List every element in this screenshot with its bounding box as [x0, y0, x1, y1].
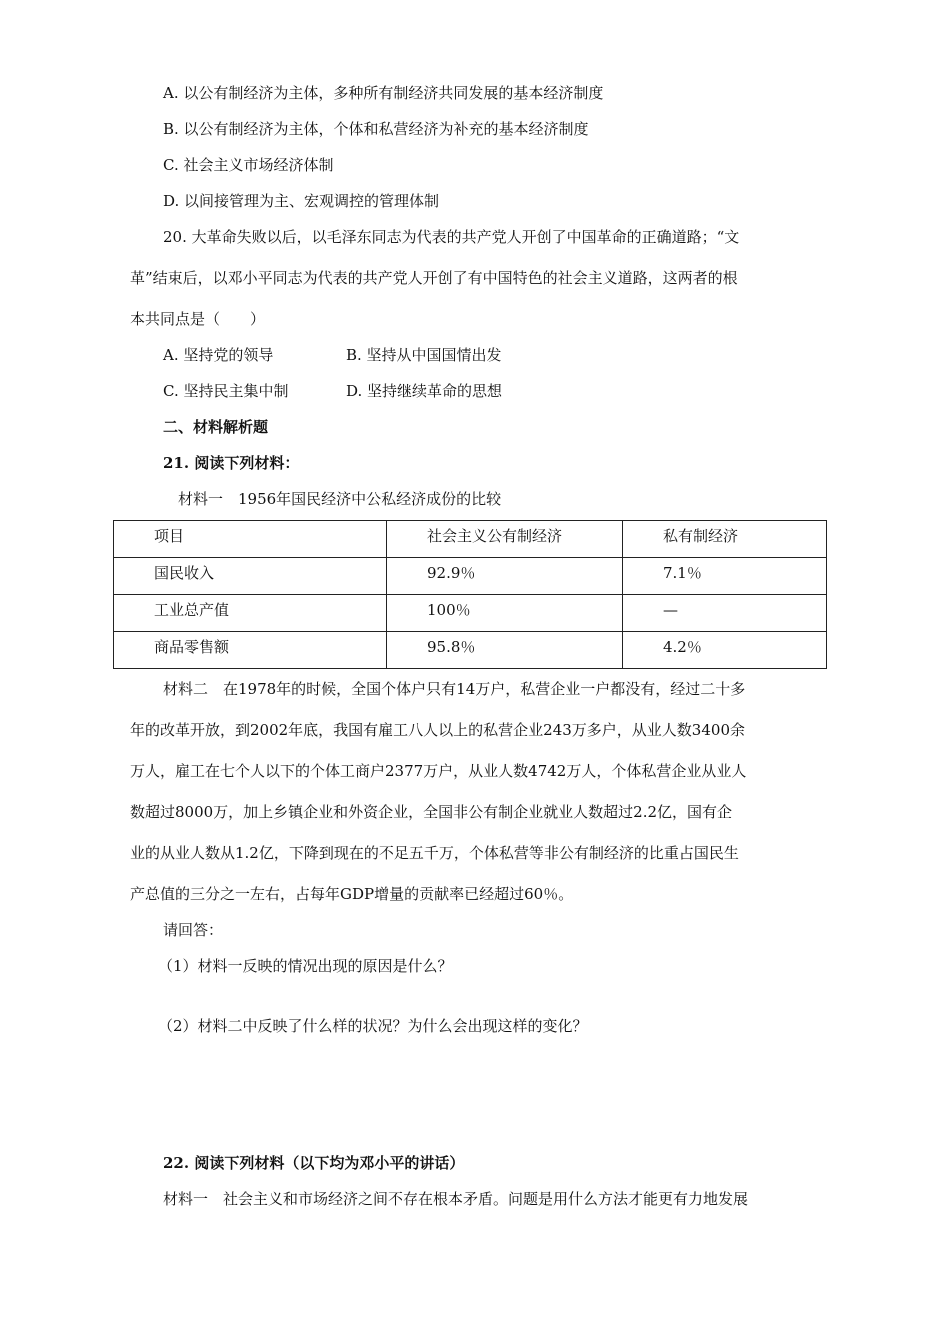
q21-question2: （2）材料二中反映了什么样的状况？为什么会出现这样的变化？ — [158, 1017, 588, 1035]
table-header-cell: 社会主义公有制经济 — [387, 521, 623, 558]
table-row — [114, 558, 827, 595]
table-cell: 92.9％ — [387, 558, 623, 595]
q21-material2-line3: 万人，雇工在七个人以下的个体工商户2377万户，从业人数4742万人，个体私营企业从业人 — [130, 762, 747, 780]
table-header-cell: 私有制经济 — [623, 521, 827, 558]
q21-material2-line5: 业的从业人数从1.2亿，下降到现在的不足五千万，个体私营等非公有制经济的比重占国民生 — [130, 844, 739, 862]
q19-option-b: B. 以公有制经济为主体，个体和私营经济为补充的基本经济制度 — [163, 120, 589, 138]
table-cell: 商品零售额 — [114, 632, 387, 669]
q21-material2-line1: 材料二 在1978年的时候，全国个体户只有14万户，私营企业一户都没有，经过二十多 — [163, 680, 746, 698]
table-cell: 国民收入 — [114, 558, 387, 595]
table-row — [114, 632, 827, 669]
q20-option-a: A. 坚持党的领导 — [163, 346, 274, 364]
q19-option-c: C. 社会主义市场经济体制 — [163, 156, 334, 174]
q20-option-c: C. 坚持民主集中制 — [163, 382, 289, 400]
q21-material1-caption: 材料一 1956年国民经济中公私经济成份的比较 — [178, 490, 502, 508]
q21-prompt: 请回答： — [163, 921, 224, 939]
table-cell: 工业总产值 — [114, 595, 387, 632]
q19-option-d: D. 以间接管理为主、宏观调控的管理体制 — [163, 192, 440, 210]
q21-material2-line6: 产总值的三分之一左右，占每年GDP增量的贡献率已经超过60％。 — [130, 885, 574, 903]
section-title: 二、材料解析题 — [163, 418, 269, 436]
q20-option-d: D. 坚持继续革命的思想 — [346, 382, 503, 400]
q21-question1: （1）材料一反映的情况出现的原因是什么？ — [158, 957, 453, 975]
q21-title: 21. 阅读下列材料： — [163, 454, 300, 472]
q21-material2-line4: 数超过8000万，加上乡镇企业和外资企业，全国非公有制企业就业人数超过2.2亿，国有企 — [130, 803, 733, 821]
table-row — [114, 595, 827, 632]
table-cell: 100％ — [387, 595, 623, 632]
table-cell: — — [623, 595, 827, 632]
q20-stem-line3: 本共同点是（ ） — [130, 310, 266, 328]
q21-material2-line2: 年的改革开放，到2002年底，我国有雇工八人以上的私营企业243万多户，从业人数3400余 — [130, 721, 745, 739]
q20-stem-line1: 20. 大革命失败以后，以毛泽东同志为代表的共产党人开创了中国革命的正确道路；“文 — [163, 228, 740, 246]
table-cell: 4.2％ — [623, 632, 827, 669]
comparison-table — [113, 520, 827, 669]
table-header-cell: 项目 — [114, 521, 387, 558]
q22-material1-line: 材料一 社会主义和市场经济之间不存在根本矛盾。问题是用什么方法才能更有力地发展 — [163, 1190, 749, 1208]
table-cell: 95.8％ — [387, 632, 623, 669]
table-header-row — [114, 521, 827, 558]
q19-option-a: A. 以公有制经济为主体，多种所有制经济共同发展的基本经济制度 — [163, 84, 604, 102]
q20-stem-line2: 革”结束后，以邓小平同志为代表的共产党人开创了有中国特色的社会主义道路，这两者的根 — [130, 269, 738, 287]
q20-option-b: B. 坚持从中国国情出发 — [346, 346, 502, 364]
table-cell: 7.1％ — [623, 558, 827, 595]
q22-title: 22. 阅读下列材料（以下均为邓小平的讲话） — [163, 1154, 465, 1172]
